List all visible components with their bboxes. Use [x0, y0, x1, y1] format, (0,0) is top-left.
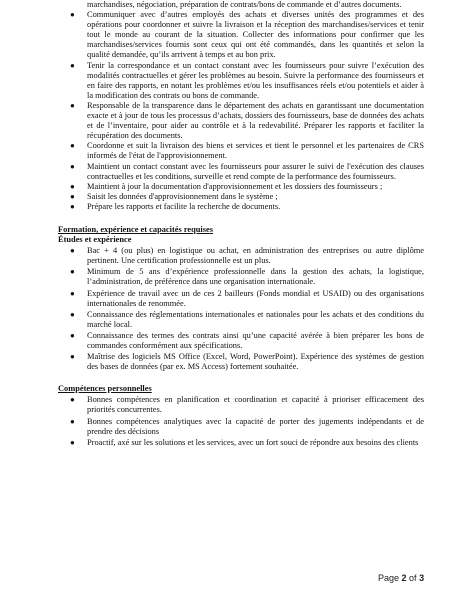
bullet-icon: ● — [70, 288, 75, 298]
bullet-icon: ● — [70, 395, 75, 405]
list-item: ● Saisit les données d'approvisionnement dans le système ; — [70, 191, 278, 201]
competences-section — [58, 384, 424, 448]
list-item: ● Bac + 4 (ou plus) en logistique ou achat, en administration des entreprises ou autre diplôme pertinent. Une certification professionnelle est un plus. — [70, 246, 424, 266]
list-item: ● Expérience de travail avec un de ces 2 bailleurs (Fonds mondial et USAID) ou des organisations internationales de renommée. — [70, 288, 424, 308]
bullet-icon: ● — [70, 330, 75, 340]
bullet-icon: ● — [70, 352, 75, 362]
bullet-icon: ● — [70, 246, 75, 256]
responsibilities-list — [58, 0, 424, 212]
bullet-icon: ● — [70, 416, 75, 426]
page-content — [58, 0, 424, 448]
list-item: ● Maintient un contact constant avec les fournisseurs pour assurer le suivi de l'exécution des clauses contractuelles et les conditions, surveille et rend compte de la performance des fournisseurs. — [70, 161, 424, 181]
list-item: ● Minimum de 5 ans d’expérience professionnelle dans la gestion des achats, la logistique, l’administration, de préférence dans une organisation internationale. — [70, 267, 424, 287]
list-item: ● Bonnes compétences en planification et coordination et capacité à prioriser efficacement des priorités concurrentes. — [70, 395, 424, 415]
list-item: ● Connaissance des réglementations internationales et nationales pour les achats et des conditions du marché local. — [70, 309, 424, 329]
list-item: ● Tenir la correspondance et un contact constant avec les fournisseurs pour suivre l’exécution des modalités contractuelles et gérer les problèmes au besoin. Suivre la performance des fournisseurs et en faire des rapports, en notant les problèmes et/ou les insuffisances réels et/ou potentiels et aider à la modification des contrats ou bons de commande. — [70, 60, 424, 100]
subsection-heading: Études et expérience — [58, 235, 132, 245]
bullet-icon: ● — [70, 10, 75, 20]
list-item: ● Prépare les rapports et facilite la recherche de documents. — [70, 201, 281, 211]
bullet-icon: ● — [70, 201, 75, 211]
list-item: ● Connaissance des termes des contrats ainsi qu’une capacité avérée à bien préparer les bons de commandes conformément aux spécifications. — [70, 330, 424, 350]
bullet-icon: ● — [70, 309, 75, 319]
bullet-icon: ● — [70, 437, 75, 447]
section-heading: Formation, expérience et capacités requises — [58, 224, 213, 234]
list-item: ● Maintient à jour la documentation d'approvisionnement et les dossiers des fournisseurs ; — [70, 181, 383, 191]
list-item: ● Coordonne et suit la livraison des biens et services et tient le personnel et les partenaires de CRS informés de l'état de l'approvisionnement. — [70, 141, 424, 161]
bullet-icon: ● — [70, 60, 75, 70]
list-item: ● Communiquer avec d’autres employés des achats et diverses unités des programmes et des opérations pour coordonner et suivre la livraison et la réception des marchandises/services et tenir tout le monde au courant de la situation. Collecter des informations pour confirmer que les marchandises/services fournis sont ceux qui ont été commandés, dans les quantités et selon la qualité demandée, qu’ils arrivent à temps et au bon prix. — [70, 10, 424, 60]
bullet-icon: ● — [70, 181, 75, 191]
bullet-icon: ● — [70, 161, 75, 171]
page-number: Page 2 of 3 — [378, 573, 425, 583]
section-heading: Compétences personnelles — [58, 384, 152, 394]
list-item-continuation: marchandises, négociation, préparation de contrats/bons de commande et d’autres documents. — [87, 0, 402, 9]
list-item: ● Maîtrise des logiciels MS Office (Excel, Word, PowerPoint). Expérience des systèmes de gestion des bases de données (par ex. MS Access) fortement souhaitée. — [70, 352, 424, 372]
list-item: ● Bonnes compétences analytiques avec la capacité de porter des jugements indépendants et de prendre des décisions — [70, 416, 424, 436]
bullet-icon: ● — [70, 191, 75, 201]
bullet-icon: ● — [70, 100, 75, 110]
bullet-icon: ● — [70, 267, 75, 277]
bullet-icon: ● — [70, 141, 75, 151]
list-item: ● Responsable de la transparence dans le département des achats en garantissant une documentation exacte et à jour de tous les processus d’achats, dossiers des fournisseurs, base de données des achats et de l’inventaire, pour aider au contrôle et à la redevabilité. Préparer les rapports et faciliter la récupération des documents. — [70, 100, 424, 141]
formation-section — [58, 225, 424, 372]
list-item: ● Proactif, axé sur les solutions et les services, avec un fort souci de répondre aux besoins des clients — [70, 437, 419, 447]
